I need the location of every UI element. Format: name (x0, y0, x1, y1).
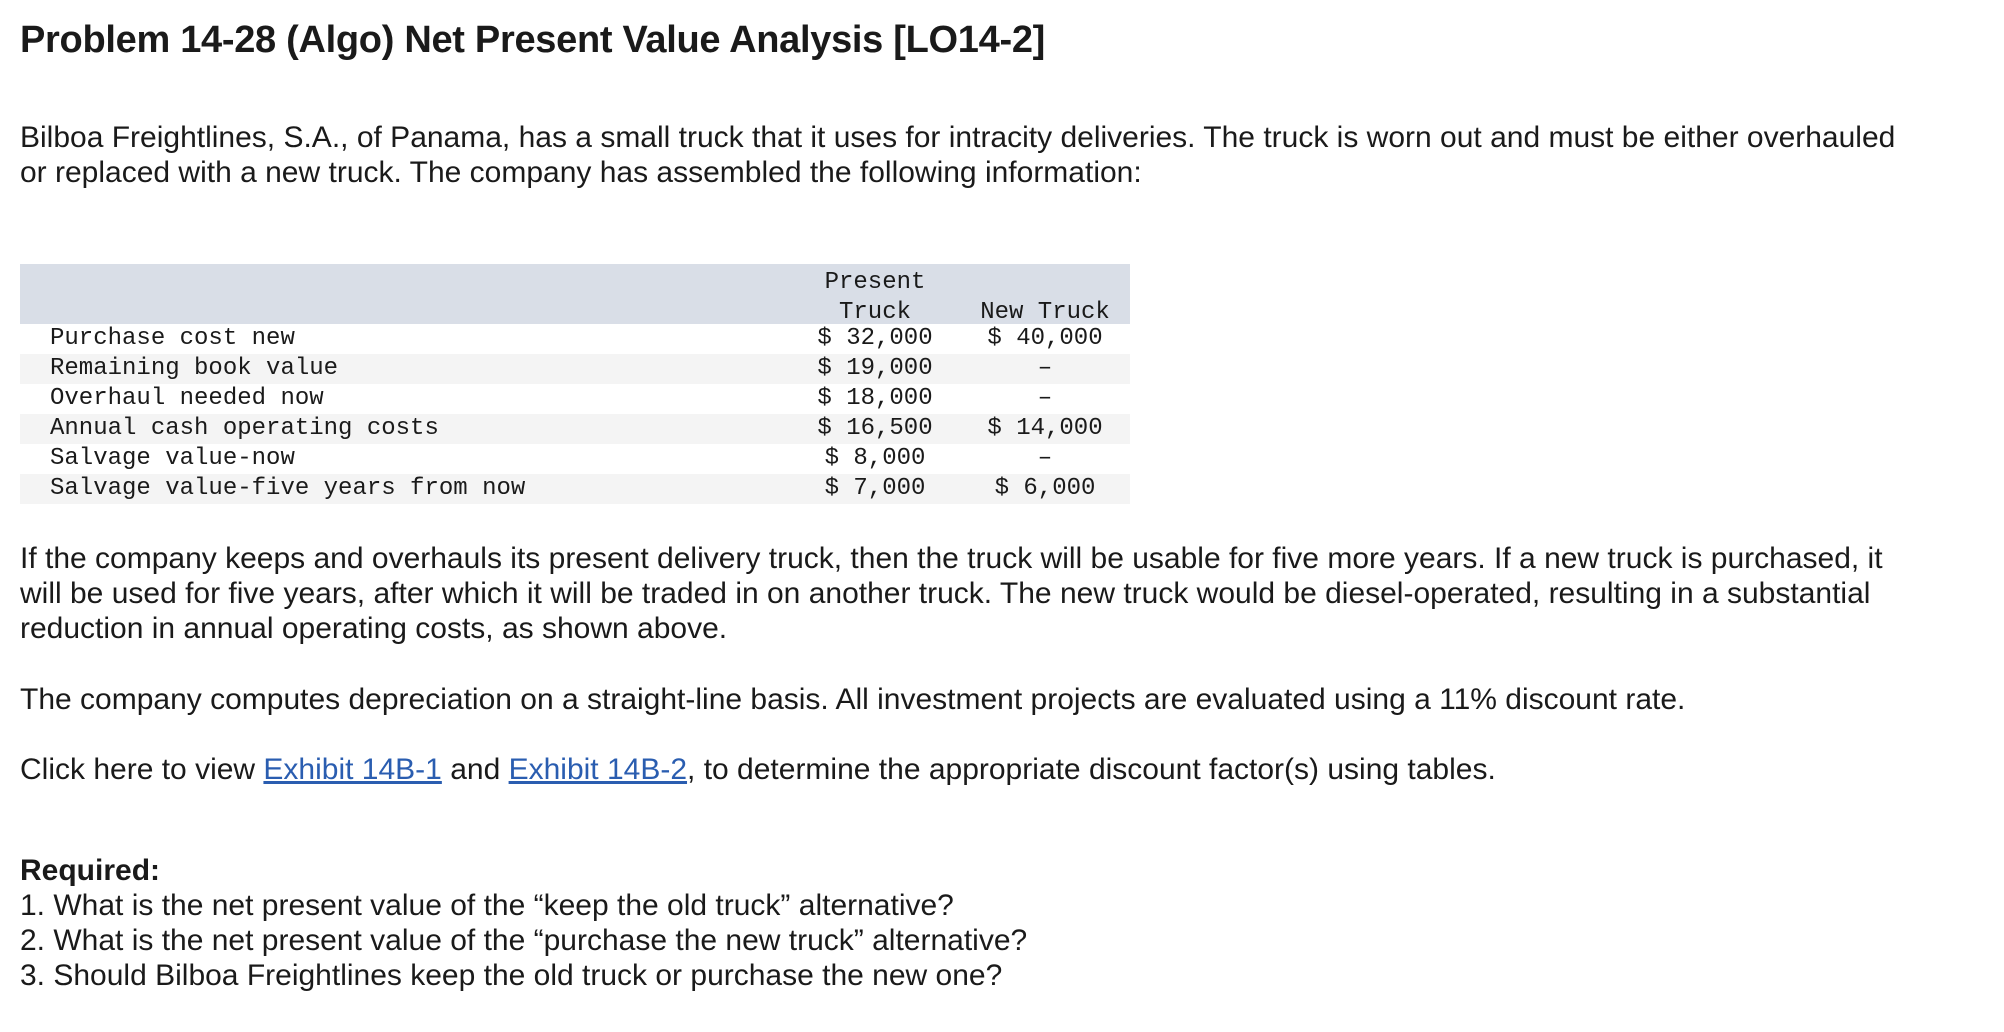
row-label: Overhaul needed now (50, 385, 324, 412)
table-row (20, 474, 1130, 504)
row-label: Salvage value-now (50, 445, 295, 472)
new-truck-value: – (1037, 445, 1053, 472)
new-truck-value: – (1037, 355, 1053, 382)
table-row (20, 384, 1130, 414)
table-row (20, 324, 1130, 354)
table-row (20, 354, 1130, 384)
header-present-line2: Truck (838, 299, 911, 326)
exhibit-middle-text: and (441, 753, 509, 786)
overhaul-paragraph: If the company keeps and overhauls its present delivery truck, then the truck will be usable for five more years. If a new truck is purchased, it will be used for five years, after which it will be traded in on another truck. The new truck would be diesel-operated, resulting in a substantial reduction in annual operating costs, as shown above. (20, 542, 1883, 645)
page-title: Problem 14-28 (Algo) Net Present Value Analysis [LO14-2] (20, 19, 1046, 61)
new-truck-value: $ 14,000 (987, 415, 1103, 442)
row-label: Remaining book value (50, 355, 339, 382)
exhibit-14b-2-link[interactable]: Exhibit 14B-2 (508, 753, 688, 786)
header-present-truck (800, 268, 950, 328)
depreciation-paragraph: The company computes depreciation on a straight-line basis. All investment projects are evaluated using a 11% discount rate. (20, 683, 1686, 716)
table-row (20, 444, 1130, 474)
required-heading: Required: (20, 854, 161, 887)
required-item: 1. What is the net present value of the “keep the old truck” alternative? (20, 889, 954, 922)
new-truck-value: – (1037, 385, 1053, 412)
exhibit-suffix-text: , to determine the appropriate discount factor(s) using tables. (687, 753, 1496, 786)
required-item: 2. What is the net present value of the “purchase the new truck” alternative? (20, 924, 1028, 957)
row-label: Annual cash operating costs (50, 415, 439, 442)
present-truck-value: $ 18,000 (817, 385, 933, 412)
row-label: Salvage value-five years from now (50, 475, 526, 502)
new-truck-value: $ 40,000 (987, 325, 1103, 352)
table-header-row (20, 264, 1130, 324)
truck-data-table (20, 264, 1130, 504)
present-truck-value: $ 19,000 (817, 355, 933, 382)
exhibit-paragraph (20, 752, 1900, 787)
header-new-truck: New Truck (980, 299, 1110, 326)
exhibit-prefix-text: Click here to view (20, 753, 264, 786)
row-label: Purchase cost new (50, 325, 295, 352)
exhibit-14b-1-link[interactable]: Exhibit 14B-1 (263, 753, 442, 786)
intro-paragraph: Bilboa Freightlines, S.A., of Panama, has a small truck that it uses for intracity deliveries. The truck is worn out and must be either overhauled or replaced with a new truck. The company has assembled the following information: (20, 121, 1896, 189)
required-item: 3. Should Bilboa Freightlines keep the old truck or purchase the new one? (20, 959, 1003, 992)
required-section (20, 853, 1027, 993)
new-truck-value: $ 6,000 (994, 475, 1096, 502)
present-truck-value: $ 32,000 (817, 325, 933, 352)
present-truck-value: $ 16,500 (817, 415, 933, 442)
table-row (20, 414, 1130, 444)
present-truck-value: $ 7,000 (824, 475, 926, 502)
present-truck-value: $ 8,000 (824, 445, 926, 472)
header-present-line1: Present (824, 269, 926, 296)
